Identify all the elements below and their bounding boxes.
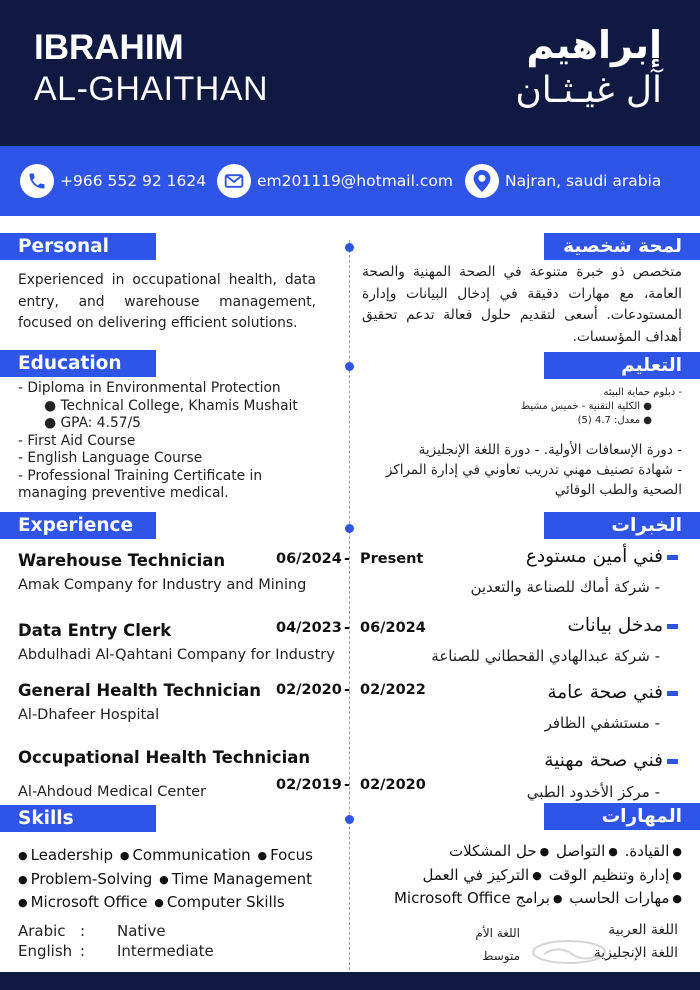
job-company-ar: - مركز الأخدود الطبي	[526, 783, 660, 801]
skill-item: ● Time Management	[159, 868, 312, 892]
skill-item-ar: ● إدارة وتنظيم الوقت	[549, 864, 682, 888]
section-header-experience-en: Experience	[0, 512, 156, 539]
job-date-end: 02/2022	[360, 682, 426, 698]
header-banner	[0, 0, 700, 146]
language-name-ar: اللغة العربية	[608, 922, 678, 938]
section-header-personal-ar: لمحة شخصية	[544, 233, 700, 260]
last-name-ar: آل غيـثـان	[515, 70, 662, 111]
section-header-education-ar: التعليم	[544, 352, 700, 379]
skill-item-ar: ● القيادة.	[625, 840, 682, 864]
email-text: em201119@hotmail.com	[257, 172, 453, 190]
job-date-start: 04/2023	[276, 620, 342, 636]
edu-first-aid-en: - First Aid Course	[18, 432, 136, 449]
last-name-en: AL-GHAITHAN	[34, 70, 269, 108]
mail-icon	[217, 164, 251, 198]
job-date-separator: -	[344, 682, 351, 698]
language-level-ar: اللغة الأم	[475, 926, 520, 940]
edu-diploma-ar: - دبلوم حماية البيئه	[603, 387, 682, 398]
language-name-en: Arabic	[18, 922, 66, 940]
job-title-ar: فني صحة عامة	[547, 682, 678, 703]
job-title-en: Occupational Health Technician	[18, 748, 311, 767]
job-company-en: Al-Ahdoud Medical Center	[18, 784, 207, 800]
job-company-ar: - شركة عبدالهادي القحطاني للصناعة	[431, 647, 660, 665]
job-date-end: 02/2020	[360, 777, 426, 793]
job-title-ar: فني صحة مهنية	[544, 750, 678, 771]
language-name-en: English	[18, 942, 73, 960]
section-header-personal-en: Personal	[0, 233, 156, 260]
edu-english-en: - English Language Course	[18, 450, 203, 466]
skill-item: ● Problem-Solving	[18, 868, 152, 892]
center-timeline	[349, 240, 350, 980]
skills-row-en	[18, 844, 343, 868]
skill-item: ● Focus	[257, 844, 312, 868]
skill-item-ar: ● برامج Microsoft Office	[394, 887, 563, 911]
job-company-en: Amak Company for Industry and Mining	[18, 577, 307, 593]
skills-row-ar	[357, 864, 682, 888]
edu-college-ar: ● الكلية التقنية - خميس مشيط	[520, 401, 652, 412]
skill-item-ar: ● مهارات الحاسب	[569, 887, 682, 911]
skills-row-en	[18, 868, 343, 892]
edu-courses-ar: - دورة الإسعافات الأولية. - دورة اللغة الإنجليزية	[418, 442, 682, 458]
skills-row-ar	[357, 887, 682, 911]
job-date-separator: -	[344, 777, 351, 793]
skills-row-en	[18, 891, 343, 915]
watermark-logo-icon	[530, 938, 608, 966]
skill-item-ar: ● التواصل	[556, 840, 618, 864]
skill-item: ● Leadership	[18, 844, 113, 868]
section-header-skills-en: Skills	[0, 805, 156, 832]
edu-diploma-en: - Diploma in Environmental Protection	[18, 380, 281, 396]
edu-cert-line2-en: managing preventive medical.	[18, 485, 229, 501]
education-en	[18, 380, 338, 503]
skill-item: ● Communication	[120, 844, 251, 868]
job-title-ar: مدخل بيانات	[567, 615, 678, 636]
edu-college-en: ● Technical College, Khamis Mushait	[44, 397, 298, 414]
timeline-dot-education	[345, 362, 354, 371]
edu-gpa-ar: ● معدل: 4.7 (5)	[577, 415, 652, 426]
job-date-end: 06/2024	[360, 620, 426, 636]
contact-phone[interactable]	[20, 164, 206, 198]
summary-en: Experienced in occupational health, data entry, and warehouse management, focused on delivering efficient solutions.	[18, 272, 316, 331]
name-arabic	[515, 22, 662, 114]
skills-row-ar	[357, 840, 682, 864]
job-title-en: Warehouse Technician	[18, 551, 226, 570]
language-sep-en: :	[80, 942, 86, 960]
timeline-dot-personal	[345, 243, 354, 252]
first-name-ar: إبراهيم	[526, 23, 662, 67]
skill-item: ● Microsoft Office	[18, 891, 147, 915]
job-date-separator: -	[344, 620, 351, 636]
job-title-ar: فني أمين مستودع	[526, 546, 678, 567]
section-header-skills-ar: المهارات	[544, 803, 700, 830]
language-level-en: Native	[117, 922, 166, 940]
location-pin-icon	[465, 164, 499, 198]
skill-item-ar: ● حل المشكلات	[449, 840, 549, 864]
job-company-ar: - شركة أماك للصناعة والتعدين	[470, 578, 660, 596]
skills-list-ar	[357, 840, 682, 911]
phone-icon	[20, 164, 54, 198]
language-sep-en: :	[80, 922, 86, 940]
education-ar	[362, 440, 682, 500]
section-header-education-en: Education	[0, 350, 156, 377]
skill-item-ar: ● التركيز في العمل	[422, 864, 541, 888]
timeline-dot-skills	[345, 815, 354, 824]
language-name-ar: اللغة الإنجليزية	[593, 945, 678, 961]
edu-cert-line1-en: - Professional Training Certificate in	[18, 467, 263, 484]
job-company-en: Abdulhadi Al-Qahtani Company for Industry	[18, 647, 335, 663]
job-date-start: 06/2024	[276, 551, 342, 567]
footer-band	[0, 972, 700, 990]
contact-bar	[0, 146, 700, 216]
job-title-en: Data Entry Clerk	[18, 621, 172, 640]
job-date-start: 02/2020	[276, 682, 342, 698]
edu-gpa-en: ● GPA: 4.57/5	[44, 415, 141, 431]
language-level-en: Intermediate	[117, 942, 214, 960]
language-level-ar: متوسط	[482, 949, 520, 963]
job-date-separator: -	[344, 551, 351, 567]
name-english	[34, 28, 268, 110]
summary-ar: متخصص ذو خبرة متنوعة في الصحة المهنية والصحة العامة، مع مهارات دقيقة في إدخال البيانات وإدارة المستودعات. أسعى لتقديم حلول فعالة تدعم تحقيق أهداف المؤسسات.	[362, 264, 682, 345]
first-name-en: IBRAHIM	[34, 28, 184, 67]
phone-text: +966 552 92 1624	[60, 172, 207, 190]
location-text: Najran, saudi arabia	[505, 172, 662, 190]
job-company-en: Al-Dhafeer Hospital	[18, 707, 160, 723]
timeline-dot-experience	[345, 524, 354, 533]
contact-email[interactable]	[217, 164, 453, 198]
edu-cert-ar: - شهادة تصنيف مهني تدريب تعاوني في إدارة المراكز الصحية والطب الوقائي	[385, 462, 682, 498]
section-header-experience-ar: الخبرات	[544, 512, 700, 539]
job-date-end: Present	[360, 551, 424, 567]
skill-item: ● Computer Skills	[154, 891, 284, 915]
job-date-start: 02/2019	[276, 777, 342, 793]
education-ar-details	[362, 386, 682, 428]
job-title-en: General Health Technician	[18, 681, 262, 700]
skills-list-en	[18, 844, 343, 915]
contact-location[interactable]	[465, 164, 661, 198]
job-company-ar: - مستشفي الظافر	[544, 714, 660, 732]
